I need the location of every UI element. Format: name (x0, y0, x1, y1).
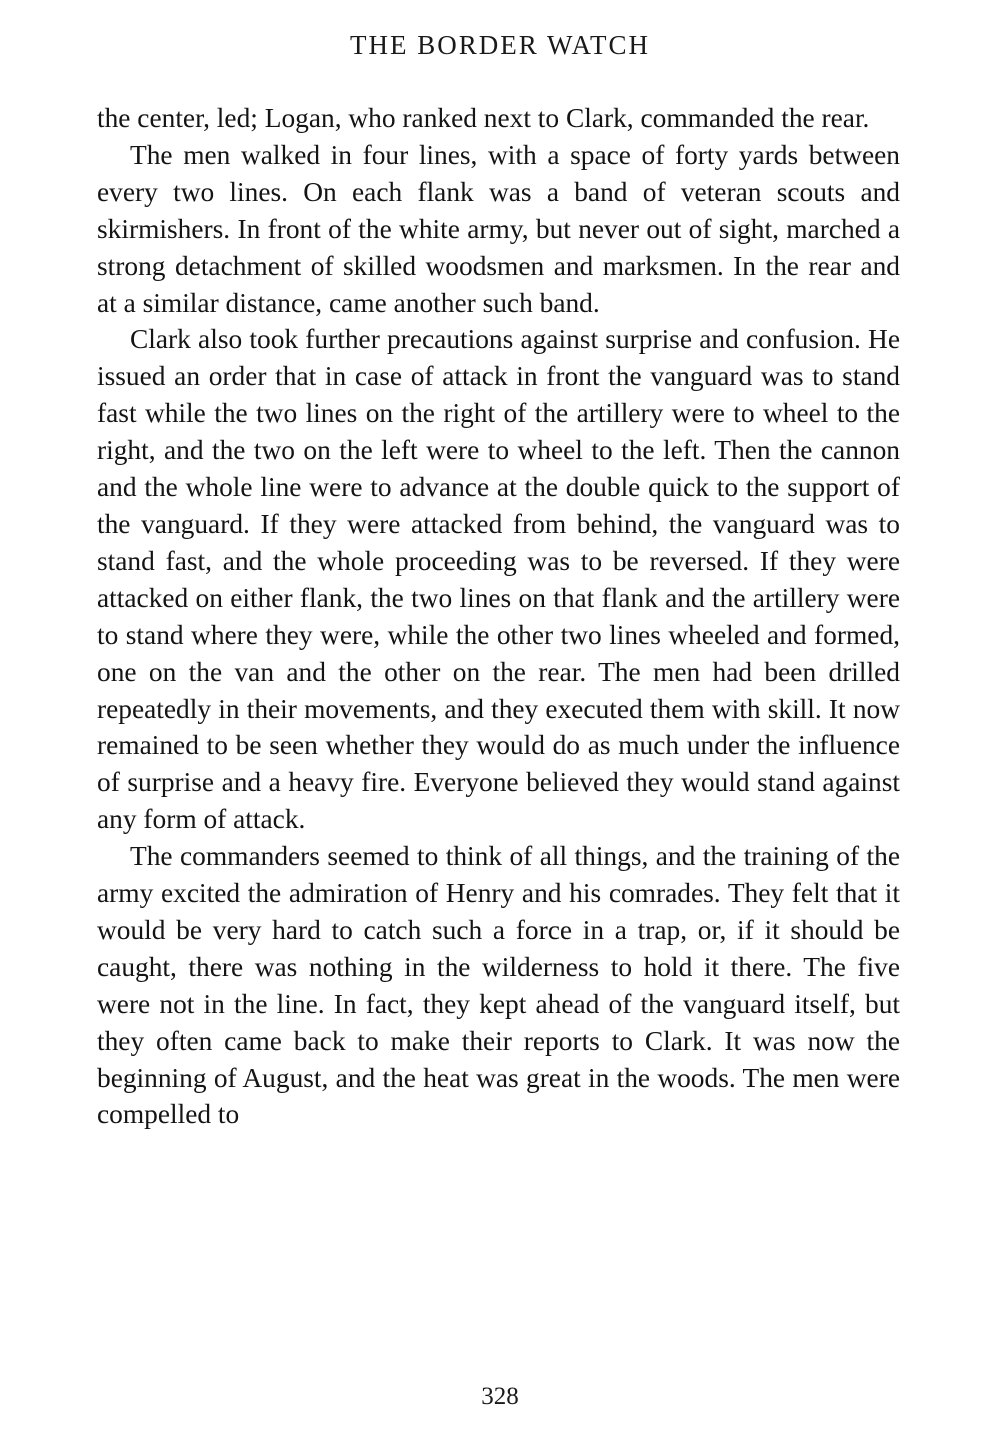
running-head-title: THE BORDER WATCH (349, 30, 650, 60)
paragraph: The men walked in four lines, with a space of forty yards between every two lines. On each flank was a band of veteran scouts and skirmishers. In front of the white army, but never out of sight, marched a strong detachment of skilled woodsmen and marksmen. In the rear and at a similar distance, came another such band. (97, 139, 900, 318)
body-text (97, 100, 900, 1133)
paragraph-continued: the center, led; Logan, who ranked next to Clark, commanded the rear. (97, 103, 870, 133)
page-number: 328 (481, 1383, 519, 1410)
paragraph: Clark also took further precautions against surprise and confusion. He issued an order that in case of attack in front the vanguard was to stand fast while the two lines on the right of the artillery were to wheel to the right, and the two on the left were to wheel to the left. Then the cannon and the whole line were to advance at the double quick to the support of the vanguard. If they were attacked from behind, the vanguard was to stand fast, and the whole proceeding was to be reversed. If they were attacked on either flank, the two lines on that flank and the artillery were to stand where they were, while the other two lines wheeled and formed, one on the van and the other on the rear. The men had been drilled repeatedly in their movements, and they executed them with skill. It now remained to be seen whether they would do as much under the influence of surprise and a heavy fire. Everyone believed they would stand against any form of attack. (97, 324, 900, 835)
paragraph: The commanders seemed to think of all things, and the training of the army excited the admiration of Henry and his comrades. They felt that it would be very hard to catch such a force in a trap, or, if it should be caught, there was nothing in the wilderness to hold it there. The five were not in the line. In fact, they kept ahead of the vanguard itself, but they often came back to make their reports to Clark. It was now the beginning of August, and the heat was great in the woods. The men were compelled to (97, 841, 900, 1130)
